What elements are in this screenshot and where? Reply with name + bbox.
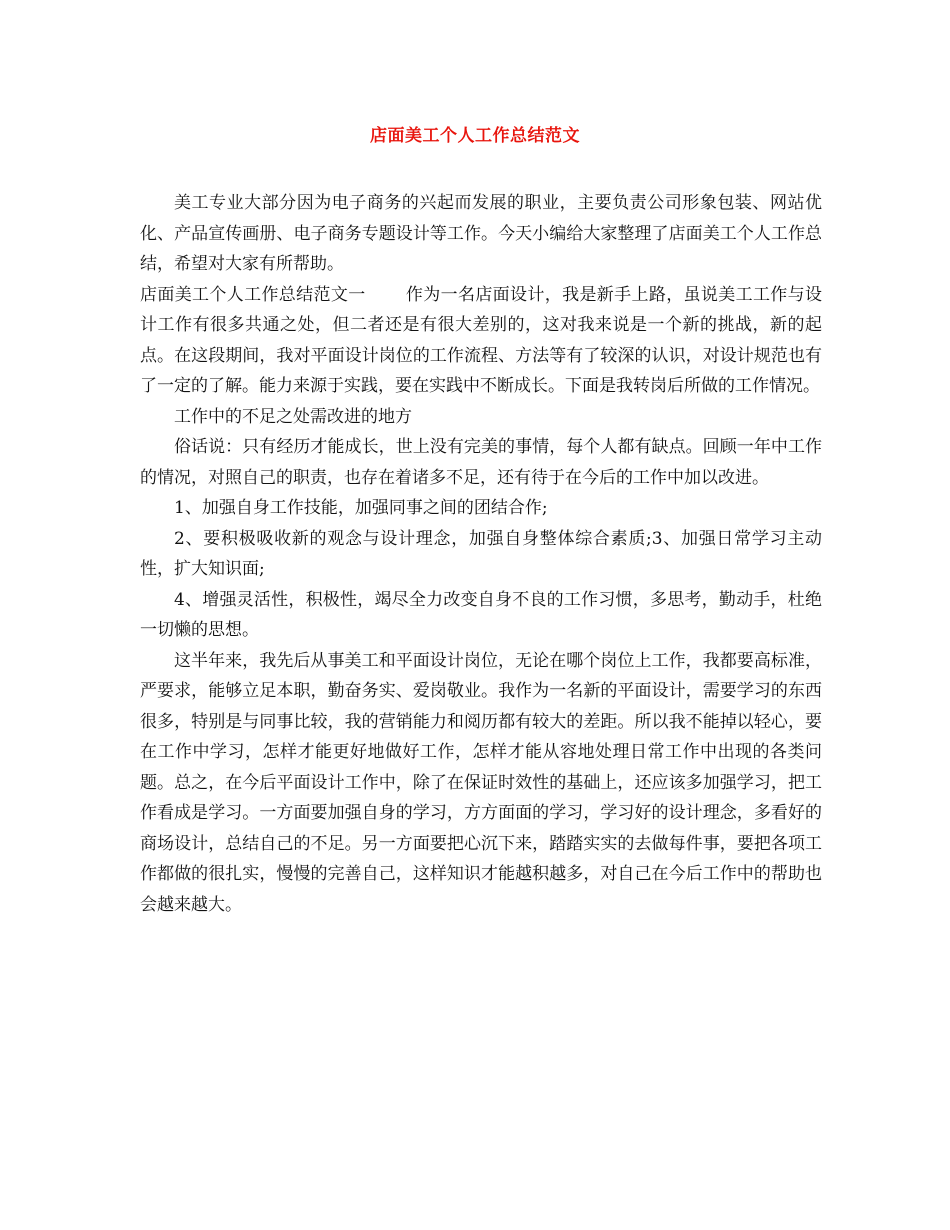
shortcomings-heading: 工作中的不足之处需改进的地方 [174, 406, 412, 427]
section-label: 店面美工个人工作总结范文一 [140, 284, 366, 305]
conclusion-paragraph: 这半年来，我先后从事美工和平面设计岗位，无论在哪个岗位上工作，我都要高标准，严要求，能够立足本职，勤奋务实、爱岗敬业。我作为一名新的平面设计，需要学习的东西很多，特别是与同事比较，我的营销能力和阅历都有较大的差距。所以我不能掉以轻心，要在工作中学习，怎样才能更好地做好工作，怎样才能从容地处理日常工作中出现的各类问题。总之，在今后平面设计工作中，除了在保证时效性的基础上，还应该多加强学习，把工作看成是学习。一方面要加强自身的学习，方方面面的学习，学习好的设计理念，多看好的商场设计，总结自己的不足。另一方面要把心沉下来，踏踏实实的去做每件事，要把各项工作都做的很扎实，慢慢的完善自己，这样知识才能越积越多，对自己在今后工作中的帮助也会越来越大。 [140, 650, 822, 915]
intro-paragraph: 美工专业大部分因为电子商务的兴起而发展的职业，主要负责公司形象包装、网站优化、产品宣传画册、电子商务专题设计等工作。今天小编给大家整理了店面美工个人工作总结，希望对大家有所帮助。 [140, 193, 822, 274]
list-item-4: 4、增强灵活性，积极性，竭尽全力改变自身不良的工作习惯，多思考，勤动手，杜绝一切懒的思想。 [140, 589, 822, 640]
list-item-1: 1、加强自身工作技能，加强同事之间的团结合作; [174, 498, 548, 518]
section-paragraph [140, 280, 822, 402]
section-body: 作为一名店面设计，我是新手上路，虽说美工工作与设计工作有很多共通之处，但二者还是有很大差别的，这对我来说是一个新的挑战，新的起点。在这段期间，我对平面设计岗位的工作流程、方法等有了较深的认识，对设计规范也有了一定的了解。能力来源于实践，要在实践中不断成长。下面是我转岗后所做的工作情况。 [140, 284, 823, 396]
document-title: 店面美工个人工作总结范文 [370, 126, 580, 146]
saying-paragraph: 俗话说：只有经历才能成长，世上没有完美的事情，每个人都有缺点。回顾一年中工作的情况，对照自己的职责，也存在着诸多不足，还有待于在今后的工作中加以改进。 [140, 437, 822, 488]
document-body [140, 188, 822, 920]
list-item-2-3: 2、要积极吸收新的观念与设计理念，加强自身整体综合素质;3、加强日常学习主动性，扩大知识面; [140, 528, 822, 579]
